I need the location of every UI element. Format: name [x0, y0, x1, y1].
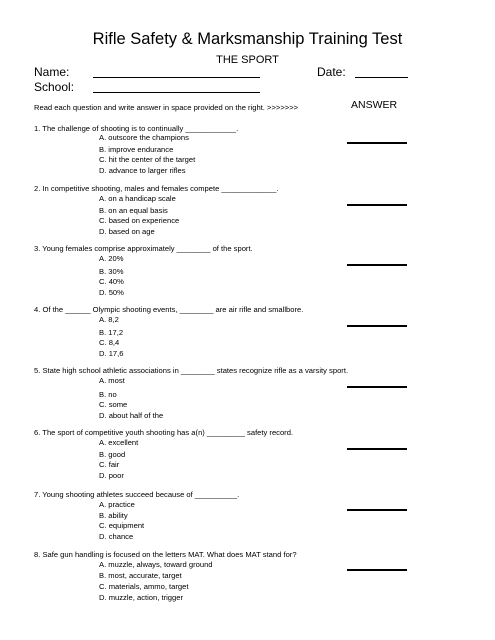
answer-option: A. muzzle, always, toward ground	[99, 560, 213, 569]
page-subtitle: THE SPORT	[216, 54, 279, 66]
answer-option: C. materials, ammo, target	[99, 582, 189, 591]
answer-option: B. ability	[99, 511, 128, 520]
answer-option: B. on an equal basis	[99, 206, 168, 215]
answer-option: B. 30%	[99, 267, 124, 276]
answer-line[interactable]	[347, 204, 407, 206]
question-text: 3. Young females comprise approximately ________ of the sport.	[34, 244, 253, 253]
answer-line[interactable]	[347, 448, 407, 450]
page-title: Rifle Safety & Marksmanship Training Test	[92, 30, 403, 48]
answer-option: C. based on experience	[99, 216, 180, 225]
answer-option: C. 8,4	[99, 338, 120, 347]
answer-option: C. equipment	[99, 521, 145, 530]
answer-header: ANSWER	[351, 99, 398, 111]
question-text: 2. In competitive shooting, males and females compete _____________.	[34, 184, 279, 193]
answer-option: C. hit the center of the target	[99, 155, 196, 164]
name-label: Name:	[34, 65, 70, 79]
answer-option: A. practice	[99, 500, 135, 509]
answer-line[interactable]	[347, 386, 407, 388]
answer-option: D. based on age	[99, 227, 155, 236]
answer-option: D. chance	[99, 532, 134, 541]
answer-option: A. most	[99, 376, 125, 385]
school-label: School:	[34, 80, 75, 94]
answer-option: D. 17,6	[99, 349, 124, 358]
answer-option: C. 40%	[99, 277, 124, 286]
answer-option: B. most, accurate, target	[99, 571, 182, 580]
answer-line[interactable]	[347, 142, 407, 144]
answer-option: D. about half of the	[99, 411, 164, 420]
answer-option: C. fair	[99, 460, 120, 469]
answer-option: B. improve endurance	[99, 145, 174, 154]
question-text: 8. Safe gun handling is focused on the letters MAT. What does MAT stand for?	[34, 550, 297, 559]
name-field[interactable]	[93, 77, 260, 78]
answer-option: D. poor	[99, 471, 124, 480]
answer-line[interactable]	[347, 325, 407, 327]
answer-option: B. no	[99, 390, 117, 399]
answer-option: B. 17,2	[99, 328, 124, 337]
question-text: 4. Of the ______ Olympic shooting events, ________ are air rifle and smallbore.	[34, 305, 304, 314]
instructions: Read each question and write answer in space provided on the right. >>>>>>>	[34, 103, 299, 112]
answer-line[interactable]	[347, 509, 407, 511]
date-label: Date:	[317, 65, 346, 79]
answer-option: C. some	[99, 400, 128, 409]
answer-option: A. on a handicap scale	[99, 194, 176, 203]
answer-option: A. excellent	[99, 438, 139, 447]
answer-line[interactable]	[347, 569, 407, 571]
answer-line[interactable]	[347, 264, 407, 266]
answer-option: D. 50%	[99, 288, 124, 297]
school-field[interactable]	[93, 92, 260, 93]
answer-option: A. 20%	[99, 254, 124, 263]
answer-option: B. good	[99, 450, 126, 459]
question-text: 5. State high school athletic associations in ________ states recognize rifle as a varsity sport.	[34, 366, 349, 375]
question-text: 6. The sport of competitive youth shooting has a(n) _________ safety record.	[34, 428, 294, 437]
question-text: 1. The challenge of shooting is to continually ____________.	[34, 124, 239, 133]
answer-option: A. outscore the champions	[99, 133, 189, 142]
answer-option: A. 8,2	[99, 315, 119, 324]
answer-option: D. muzzle, action, trigger	[99, 593, 183, 602]
date-field[interactable]	[355, 77, 408, 78]
answer-option: D. advance to larger rifles	[99, 166, 186, 175]
question-text: 7. Young shooting athletes succeed because of __________.	[34, 490, 240, 499]
